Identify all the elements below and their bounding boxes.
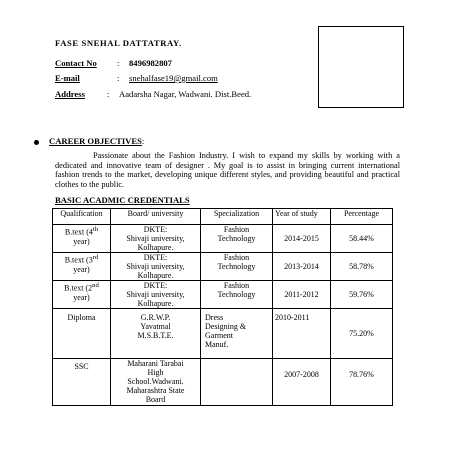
table-cell: 2007-2008 xyxy=(273,359,331,406)
table-header: Qualification xyxy=(53,209,111,225)
table-header: Specialization xyxy=(201,209,273,225)
contact-label: E-mail xyxy=(55,73,80,83)
education-heading: BASIC ACADMIC CREDENTIALS xyxy=(55,195,190,205)
table-row xyxy=(53,359,393,406)
table-cell: DKTE: Shivaji university, Kolhapure. xyxy=(111,281,201,309)
table-cell: DKTE: Shivaji university, Kolhapure. xyxy=(111,253,201,281)
table-header: Year of study xyxy=(273,209,331,225)
photo-placeholder xyxy=(318,26,404,108)
table-cell: 58.44% xyxy=(331,225,393,253)
table-cell: 78.76% xyxy=(331,359,393,406)
table-header: Percentage xyxy=(331,209,393,225)
table-cell: Fashion Technology xyxy=(201,281,273,309)
candidate-name: FASE SNEHAL DATTATRAY. xyxy=(55,38,182,48)
table-cell: 58.78% xyxy=(331,253,393,281)
bullet-icon xyxy=(34,140,39,145)
table-cell: Maharani Tarabai High School.Wadwani. Maharashtra State Board xyxy=(111,359,201,406)
email-link[interactable]: snehalfase19@gmail.com xyxy=(129,73,218,83)
table-cell: 75.20% xyxy=(331,309,393,359)
table-cell: 2013-2014 xyxy=(273,253,331,281)
table-cell: Fashion Technology xyxy=(201,225,273,253)
table-cell: 2014-2015 xyxy=(273,225,331,253)
contact-row-email: E-mail : snehalfase19@gmail.com xyxy=(55,73,218,83)
table-row xyxy=(53,309,393,359)
table-cell: G.R.W.P. Yavatmal M.S.B.T.E. xyxy=(111,309,201,359)
contact-row-address: Address : Aadarsha Nagar, Wadwani. Dist.Beed. xyxy=(55,89,252,99)
table-row xyxy=(53,225,393,253)
contact-label: Address xyxy=(55,89,85,99)
table-cell: Dress Designing & Garment Manuf. xyxy=(201,309,273,359)
table-cell: B.text (3rd year) xyxy=(53,253,111,281)
table-cell xyxy=(201,359,273,406)
table-cell: Diploma xyxy=(53,309,111,359)
contact-value: Aadarsha Nagar, Wadwani. Dist.Beed. xyxy=(119,89,252,99)
objective-text: Passionate about the Fashion Industry. I wish to expand my skills by working with a dedicated and innovative team of designer . My goal is to assist in bringing current international fashion trends to the market, developing unique different styles, and providing beautiful and practical clothes to the public. xyxy=(55,151,400,189)
table-cell: 59.76% xyxy=(331,281,393,309)
table-cell: B.text (2nd year) xyxy=(53,281,111,309)
objective-heading: CAREER OBJECTIVES: xyxy=(34,136,144,146)
table-cell: 2011-2012 xyxy=(273,281,331,309)
table-cell: SSC xyxy=(53,359,111,406)
contact-value: 8496982807 xyxy=(129,58,172,68)
table-cell: Fashion Technology xyxy=(201,253,273,281)
table-row xyxy=(53,253,393,281)
table-cell: 2010-2011 xyxy=(273,309,331,359)
table-header: Board/ university xyxy=(111,209,201,225)
contact-row-phone: Contact No : 8496982807 xyxy=(55,58,172,68)
table-cell: DKTE: Shivaji university, Kolhapure. xyxy=(111,225,201,253)
education-table xyxy=(52,208,393,406)
contact-label: Contact No xyxy=(55,58,97,68)
table-row xyxy=(53,281,393,309)
table-header-row xyxy=(53,209,393,225)
table-cell: B.text (4th year) xyxy=(53,225,111,253)
